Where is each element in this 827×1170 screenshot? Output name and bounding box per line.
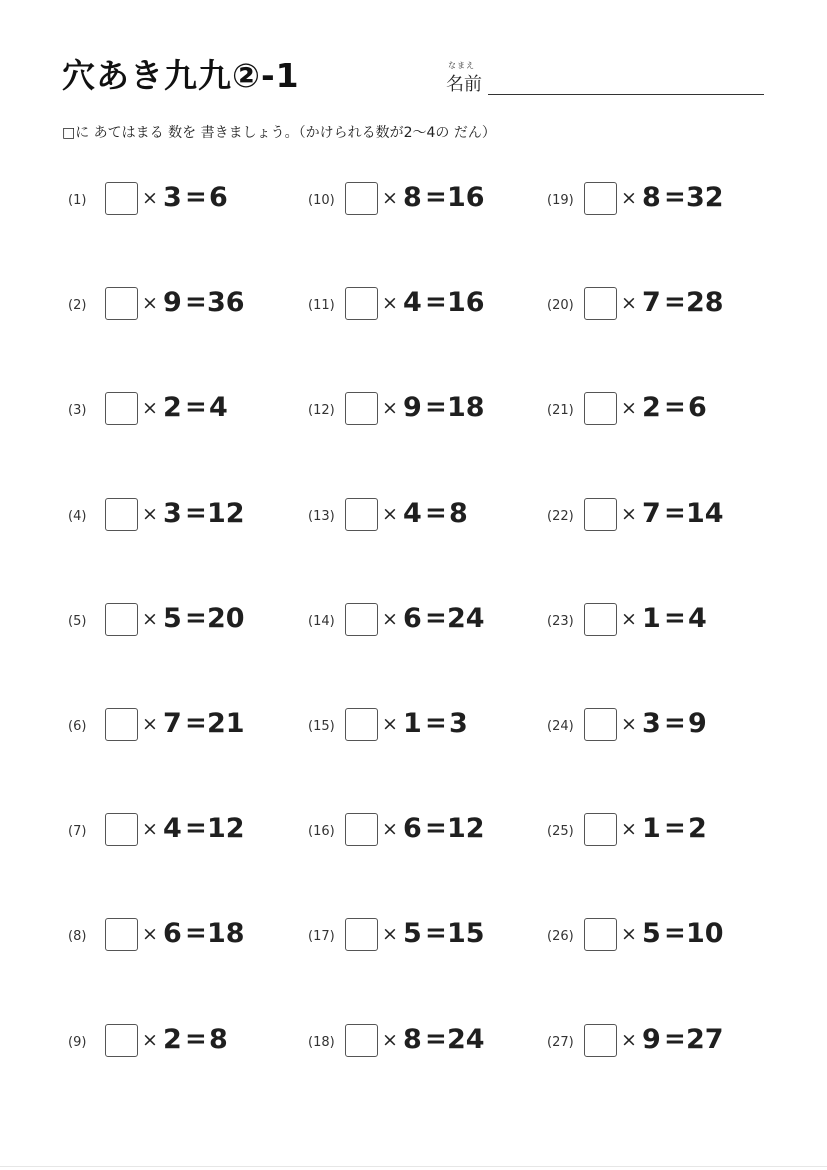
equals-sign: = — [185, 1024, 207, 1054]
answer-box[interactable] — [345, 1024, 378, 1057]
product-value: 32 — [686, 182, 724, 213]
problem-number: (18) — [308, 1035, 335, 1050]
problem-number: (23) — [547, 614, 574, 629]
equals-sign: = — [664, 392, 686, 422]
product-value: 2 — [688, 813, 707, 844]
times-sign: × — [382, 608, 398, 630]
multiplier-value: 6 — [403, 603, 422, 634]
problem-number: (2) — [68, 298, 87, 313]
problem-item — [68, 286, 308, 326]
multiplier-value: 4 — [403, 287, 422, 318]
answer-box[interactable] — [584, 287, 617, 320]
multiplier-value: 8 — [403, 182, 422, 213]
times-sign: × — [382, 923, 398, 945]
problem-number: (26) — [547, 929, 574, 944]
problem-item — [547, 497, 787, 537]
product-value: 24 — [447, 1024, 485, 1055]
product-value: 3 — [449, 708, 468, 739]
product-value: 4 — [209, 392, 228, 423]
problem-item — [547, 812, 787, 852]
times-sign: × — [142, 608, 158, 630]
times-sign: × — [382, 503, 398, 525]
times-sign: × — [142, 713, 158, 735]
answer-box[interactable] — [345, 392, 378, 425]
worksheet-title: 穴あき九九②-1 — [62, 56, 300, 95]
multiplier-value: 3 — [642, 708, 661, 739]
equals-sign: = — [425, 603, 447, 633]
multiplier-value: 5 — [642, 918, 661, 949]
multiplier-value: 4 — [163, 813, 182, 844]
problem-number: (17) — [308, 929, 335, 944]
multiplier-value: 3 — [163, 182, 182, 213]
problem-item — [68, 917, 308, 957]
equals-sign: = — [185, 498, 207, 528]
product-value: 6 — [209, 182, 228, 213]
problem-number: (13) — [308, 509, 335, 524]
problem-item — [308, 602, 548, 642]
answer-box[interactable] — [105, 918, 138, 951]
answer-box[interactable] — [105, 498, 138, 531]
times-sign: × — [142, 1029, 158, 1051]
answer-box[interactable] — [584, 708, 617, 741]
problem-item — [547, 181, 787, 221]
equals-sign: = — [664, 918, 686, 948]
times-sign: × — [621, 923, 637, 945]
problem-number: (4) — [68, 509, 87, 524]
times-sign: × — [382, 713, 398, 735]
times-sign: × — [621, 187, 637, 209]
equals-sign: = — [664, 813, 686, 843]
multiplier-value: 7 — [163, 708, 182, 739]
times-sign: × — [142, 818, 158, 840]
problem-item — [308, 391, 548, 431]
answer-box[interactable] — [105, 287, 138, 320]
product-value: 18 — [447, 392, 485, 423]
multiplier-value: 9 — [642, 1024, 661, 1055]
times-sign: × — [382, 397, 398, 419]
problem-item — [308, 1023, 548, 1063]
problem-item — [68, 497, 308, 537]
multiplier-value: 9 — [163, 287, 182, 318]
multiplier-value: 3 — [163, 498, 182, 529]
equals-sign: = — [425, 287, 447, 317]
problem-item — [68, 602, 308, 642]
equals-sign: = — [425, 813, 447, 843]
product-value: 16 — [447, 182, 485, 213]
equals-sign: = — [185, 392, 207, 422]
problem-number: (24) — [547, 719, 574, 734]
multiplier-value: 9 — [403, 392, 422, 423]
problem-number: (25) — [547, 824, 574, 839]
equals-sign: = — [425, 1024, 447, 1054]
problem-number: (20) — [547, 298, 574, 313]
product-value: 20 — [207, 603, 245, 634]
times-sign: × — [142, 292, 158, 314]
answer-box[interactable] — [584, 1024, 617, 1057]
multiplier-value: 1 — [642, 603, 661, 634]
page-bottom-divider — [0, 1166, 827, 1167]
problem-item — [308, 286, 548, 326]
times-sign: × — [621, 397, 637, 419]
product-value: 12 — [207, 813, 245, 844]
multiplier-value: 5 — [403, 918, 422, 949]
problem-number: (9) — [68, 1035, 87, 1050]
answer-box[interactable] — [584, 392, 617, 425]
problem-item — [68, 812, 308, 852]
answer-box[interactable] — [345, 603, 378, 636]
problem-item — [308, 812, 548, 852]
equals-sign: = — [185, 918, 207, 948]
product-value: 10 — [686, 918, 724, 949]
answer-box[interactable] — [584, 498, 617, 531]
equals-sign: = — [425, 708, 447, 738]
answer-box[interactable] — [105, 708, 138, 741]
name-ruby: なまえ — [448, 61, 475, 70]
answer-box[interactable] — [584, 182, 617, 215]
answer-box[interactable] — [105, 1024, 138, 1057]
product-value: 21 — [207, 708, 245, 739]
problem-number: (19) — [547, 193, 574, 208]
times-sign: × — [142, 397, 158, 419]
answer-box[interactable] — [345, 287, 378, 320]
problem-item — [308, 917, 548, 957]
multiplier-value: 2 — [642, 392, 661, 423]
multiplier-value: 7 — [642, 498, 661, 529]
name-field — [446, 58, 766, 98]
answer-box[interactable] — [105, 603, 138, 636]
times-sign: × — [382, 187, 398, 209]
problem-number: (1) — [68, 193, 87, 208]
problem-number: (14) — [308, 614, 335, 629]
equals-sign: = — [664, 287, 686, 317]
equals-sign: = — [185, 287, 207, 317]
times-sign: × — [621, 503, 637, 525]
problem-item — [547, 602, 787, 642]
product-value: 24 — [447, 603, 485, 634]
equals-sign: = — [664, 182, 686, 212]
multiplier-value: 4 — [403, 498, 422, 529]
times-sign: × — [142, 503, 158, 525]
problem-item — [547, 1023, 787, 1063]
times-sign: × — [382, 818, 398, 840]
multiplier-value: 1 — [403, 708, 422, 739]
multiplier-value: 8 — [642, 182, 661, 213]
answer-box[interactable] — [105, 182, 138, 215]
product-value: 6 — [688, 392, 707, 423]
times-sign: × — [382, 1029, 398, 1051]
problem-item — [547, 917, 787, 957]
equals-sign: = — [664, 1024, 686, 1054]
product-value: 27 — [686, 1024, 724, 1055]
answer-box[interactable] — [584, 813, 617, 846]
problem-number: (11) — [308, 298, 335, 313]
answer-box[interactable] — [584, 918, 617, 951]
problem-item — [547, 391, 787, 431]
equals-sign: = — [425, 182, 447, 212]
times-sign: × — [621, 713, 637, 735]
answer-box[interactable] — [105, 392, 138, 425]
multiplier-value: 5 — [163, 603, 182, 634]
multiplier-value: 2 — [163, 392, 182, 423]
problem-item — [68, 391, 308, 431]
equals-sign: = — [185, 813, 207, 843]
times-sign: × — [142, 923, 158, 945]
multiplier-value: 6 — [163, 918, 182, 949]
answer-box[interactable] — [105, 813, 138, 846]
product-value: 36 — [207, 287, 245, 318]
equals-sign: = — [185, 708, 207, 738]
name-write-line[interactable] — [488, 94, 764, 95]
problem-item — [308, 707, 548, 747]
problem-number: (22) — [547, 509, 574, 524]
product-value: 15 — [447, 918, 485, 949]
product-value: 16 — [447, 287, 485, 318]
problem-number: (21) — [547, 403, 574, 418]
problem-number: (5) — [68, 614, 87, 629]
multiplier-value: 1 — [642, 813, 661, 844]
times-sign: × — [382, 292, 398, 314]
problem-number: (15) — [308, 719, 335, 734]
answer-box[interactable] — [345, 708, 378, 741]
problem-item — [68, 707, 308, 747]
times-sign: × — [142, 187, 158, 209]
problem-item — [547, 707, 787, 747]
multiplier-value: 7 — [642, 287, 661, 318]
problem-number: (12) — [308, 403, 335, 418]
answer-box[interactable] — [345, 498, 378, 531]
product-value: 18 — [207, 918, 245, 949]
times-sign: × — [621, 608, 637, 630]
answer-box[interactable] — [345, 813, 378, 846]
equals-sign: = — [664, 708, 686, 738]
problem-number: (16) — [308, 824, 335, 839]
instruction-text: □に あてはまる 数を 書きましょう。（かけられる数が2〜4の だん） — [62, 125, 496, 141]
product-value: 28 — [686, 287, 724, 318]
times-sign: × — [621, 292, 637, 314]
equals-sign: = — [664, 603, 686, 633]
problem-item — [68, 1023, 308, 1063]
equals-sign: = — [425, 918, 447, 948]
product-value: 9 — [688, 708, 707, 739]
product-value: 12 — [447, 813, 485, 844]
product-value: 4 — [688, 603, 707, 634]
problem-number: (6) — [68, 719, 87, 734]
multiplier-value: 8 — [403, 1024, 422, 1055]
problem-number: (7) — [68, 824, 87, 839]
equals-sign: = — [664, 498, 686, 528]
problem-item — [547, 286, 787, 326]
equals-sign: = — [185, 182, 207, 212]
problem-item — [308, 181, 548, 221]
problem-item — [68, 181, 308, 221]
multiplier-value: 2 — [163, 1024, 182, 1055]
product-value: 12 — [207, 498, 245, 529]
product-value: 14 — [686, 498, 724, 529]
problem-number: (8) — [68, 929, 87, 944]
problem-item — [308, 497, 548, 537]
times-sign: × — [621, 818, 637, 840]
problem-number: (3) — [68, 403, 87, 418]
equals-sign: = — [425, 498, 447, 528]
product-value: 8 — [449, 498, 468, 529]
equals-sign: = — [185, 603, 207, 633]
product-value: 8 — [209, 1024, 228, 1055]
answer-box[interactable] — [584, 603, 617, 636]
equals-sign: = — [425, 392, 447, 422]
name-label: 名前 — [446, 74, 482, 95]
problem-number: (27) — [547, 1035, 574, 1050]
answer-box[interactable] — [345, 918, 378, 951]
multiplier-value: 6 — [403, 813, 422, 844]
answer-box[interactable] — [345, 182, 378, 215]
times-sign: × — [621, 1029, 637, 1051]
problem-number: (10) — [308, 193, 335, 208]
